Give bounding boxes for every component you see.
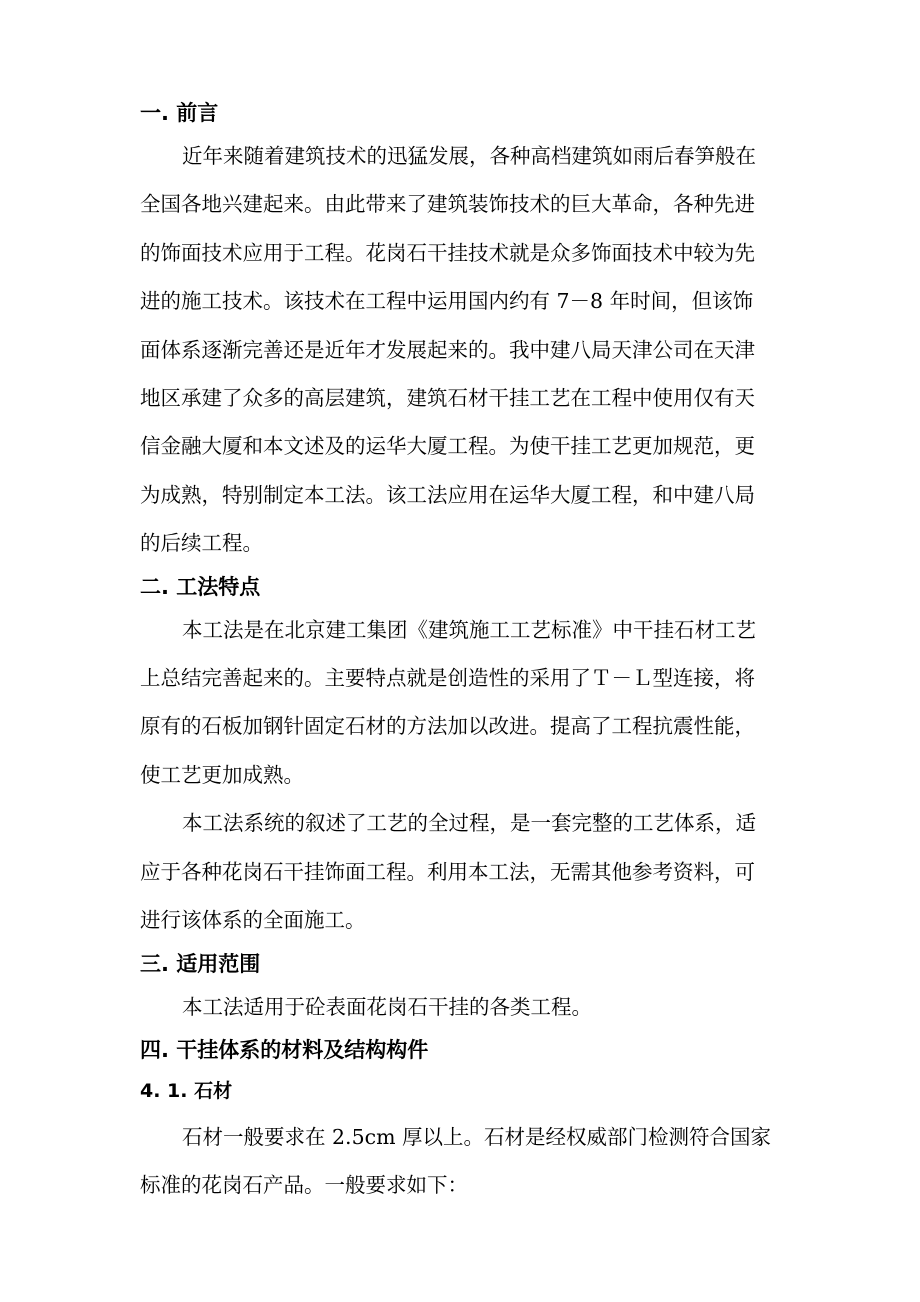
text-line: 石材一般要求在 2.5cm 厚以上。石材是经权威部门检测符合国家 xyxy=(182,1124,772,1149)
text-line: 本工法是在北京建工集团《建筑施工工艺标准》中干挂石材工艺 xyxy=(182,617,756,642)
text-line: 进的施工技术。该技术在工程中运用国内约有 7－8 年时间，但该饰 xyxy=(140,289,754,314)
text-line: 面体系逐渐完善还是近年才发展起来的。我中建八局天津公司在天津 xyxy=(140,337,755,362)
paragraph-features-2 xyxy=(140,799,788,944)
section-heading-preface: 一. 前言 xyxy=(140,101,219,125)
paragraph-scope xyxy=(140,983,788,1031)
paragraph-preface xyxy=(140,132,788,568)
text-line: 使工艺更加成熟。 xyxy=(140,762,304,787)
text-line: 全国各地兴建起来。由此带来了建筑装饰技术的巨大革命，各种先进 xyxy=(140,192,755,217)
text-line: 为成熟，特别制定本工法。该工法应用在运华大厦工程，和中建八局 xyxy=(140,482,755,507)
text-line: 应于各种花岗石干挂饰面工程。利用本工法，无需其他参考资料，可 xyxy=(140,859,755,884)
text-line: 的后续工程。 xyxy=(140,531,263,556)
section-heading-features: 二. 工法特点 xyxy=(140,574,261,599)
text-line: 进行该体系的全面施工。 xyxy=(140,908,366,933)
text-line: 原有的石板加钢针固定石材的方法加以改进。提高了工程抗震性能， xyxy=(140,714,755,739)
text-line: 标准的花岗石产品。一般要求如下： xyxy=(140,1173,468,1198)
text-line: 近年来随着建筑技术的迅猛发展，各种高档建筑如雨后春笋般在 xyxy=(182,144,756,168)
subsection-heading-stone: 4. 1. 石材 xyxy=(140,1079,233,1102)
text-line: 的饰面技术应用于工程。花岗石干挂技术就是众多饰面技术中较为先 xyxy=(140,240,755,265)
document-body xyxy=(140,94,788,1210)
section-heading-materials: 四. 干挂体系的材料及结构构件 xyxy=(140,1037,429,1062)
paragraph-stone xyxy=(140,1113,788,1210)
text-line: 本工法系统的叙述了工艺的全过程，是一套完整的工艺体系，适 xyxy=(182,811,756,836)
text-line: 上总结完善起来的。主要特点就是创造性的采用了Ｔ－Ｌ型连接，将 xyxy=(140,666,755,691)
text-line: 本工法适用于砼表面花岗石干挂的各类工程。 xyxy=(182,994,592,1019)
text-line: 地区承建了众多的高层建筑，建筑石材干挂工艺在工程中使用仅有天 xyxy=(140,386,755,411)
paragraph-features-1 xyxy=(140,606,788,800)
text-line: 信金融大厦和本文述及的运华大厦工程。为使干挂工艺更加规范，更 xyxy=(140,434,755,459)
section-heading-scope: 三. 适用范围 xyxy=(140,951,261,976)
